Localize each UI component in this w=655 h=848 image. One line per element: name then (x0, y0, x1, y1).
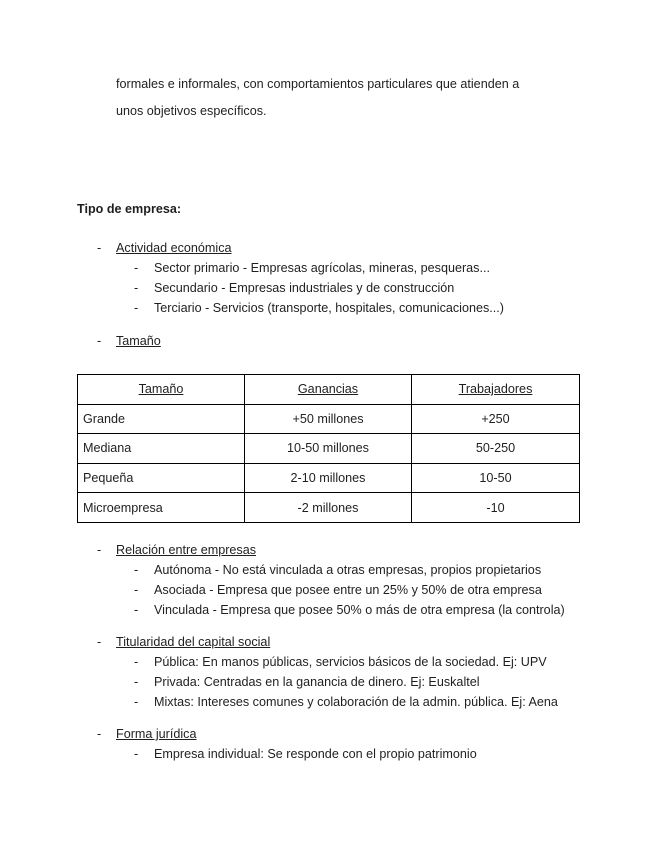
bullet-dash: - (97, 543, 102, 557)
bullet-dash: - (134, 281, 139, 295)
bullet-dash: - (134, 655, 139, 669)
bullet-dash: - (97, 727, 102, 741)
table-cell: +50 millones (245, 404, 412, 434)
list-item: Sector primario - Empresas agrícolas, mineras, pesqueras... (154, 261, 490, 275)
table-row (78, 493, 580, 523)
table-cell: 50-250 (412, 434, 580, 464)
table-header-row (78, 375, 580, 405)
table-cell: -2 millones (245, 493, 412, 523)
section-heading: Tipo de empresa: (77, 202, 182, 216)
size-table (77, 374, 580, 523)
table-header: Ganancias (245, 375, 412, 405)
list-item: Vinculada - Empresa que posee 50% o más de otra empresa (la controla) (154, 603, 565, 617)
bullet-dash: - (97, 241, 102, 255)
bullet-dash: - (97, 334, 102, 348)
bullet-dash: - (134, 563, 139, 577)
table-cell: Pequeña (78, 463, 245, 493)
list-item: Mixtas: Intereses comunes y colaboración de la admin. pública. Ej: Aena (154, 695, 558, 709)
table-cell: 2-10 millones (245, 463, 412, 493)
actividad-title: Actividad económica (116, 241, 232, 255)
tamano-title: Tamaño (116, 334, 161, 348)
list-item: Privada: Centradas en la ganancia de dinero. Ej: Euskaltel (154, 675, 480, 689)
bullet-dash: - (134, 695, 139, 709)
intro-line-1: formales e informales, con comportamientos particulares que atienden a (116, 77, 520, 91)
list-item: Secundario - Empresas industriales y de construcción (154, 281, 455, 295)
relacion-title: Relación entre empresas (116, 543, 257, 557)
table-cell: 10-50 millones (245, 434, 412, 464)
table-cell: +250 (412, 404, 580, 434)
bullet-dash: - (134, 583, 139, 597)
bullet-dash: - (134, 301, 139, 315)
table-cell: Mediana (78, 434, 245, 464)
table-cell: -10 (412, 493, 580, 523)
list-item: Pública: En manos públicas, servicios básicos de la sociedad. Ej: UPV (154, 655, 547, 669)
forma-title: Forma jurídica (116, 727, 197, 741)
bullet-dash: - (134, 675, 139, 689)
list-item: Empresa individual: Se responde con el propio patrimonio (154, 747, 477, 761)
table-row (78, 404, 580, 434)
titularidad-title: Titularidad del capital social (116, 635, 271, 649)
table-cell: Grande (78, 404, 245, 434)
table-cell: 10-50 (412, 463, 580, 493)
bullet-dash: - (134, 747, 139, 761)
table-header: Tamaño (78, 375, 245, 405)
table-cell: Microempresa (78, 493, 245, 523)
intro-line-2: unos objetivos específicos. (116, 104, 267, 118)
bullet-dash: - (97, 635, 102, 649)
bullet-dash: - (134, 603, 139, 617)
list-item: Asociada - Empresa que posee entre un 25% y 50% de otra empresa (154, 583, 542, 597)
bullet-dash: - (134, 261, 139, 275)
list-item: Autónoma - No está vinculada a otras empresas, propios propietarios (154, 563, 542, 577)
table-row (78, 434, 580, 464)
list-item: Terciario - Servicios (transporte, hospitales, comunicaciones...) (154, 301, 504, 315)
table-row (78, 463, 580, 493)
table-header: Trabajadores (412, 375, 580, 405)
